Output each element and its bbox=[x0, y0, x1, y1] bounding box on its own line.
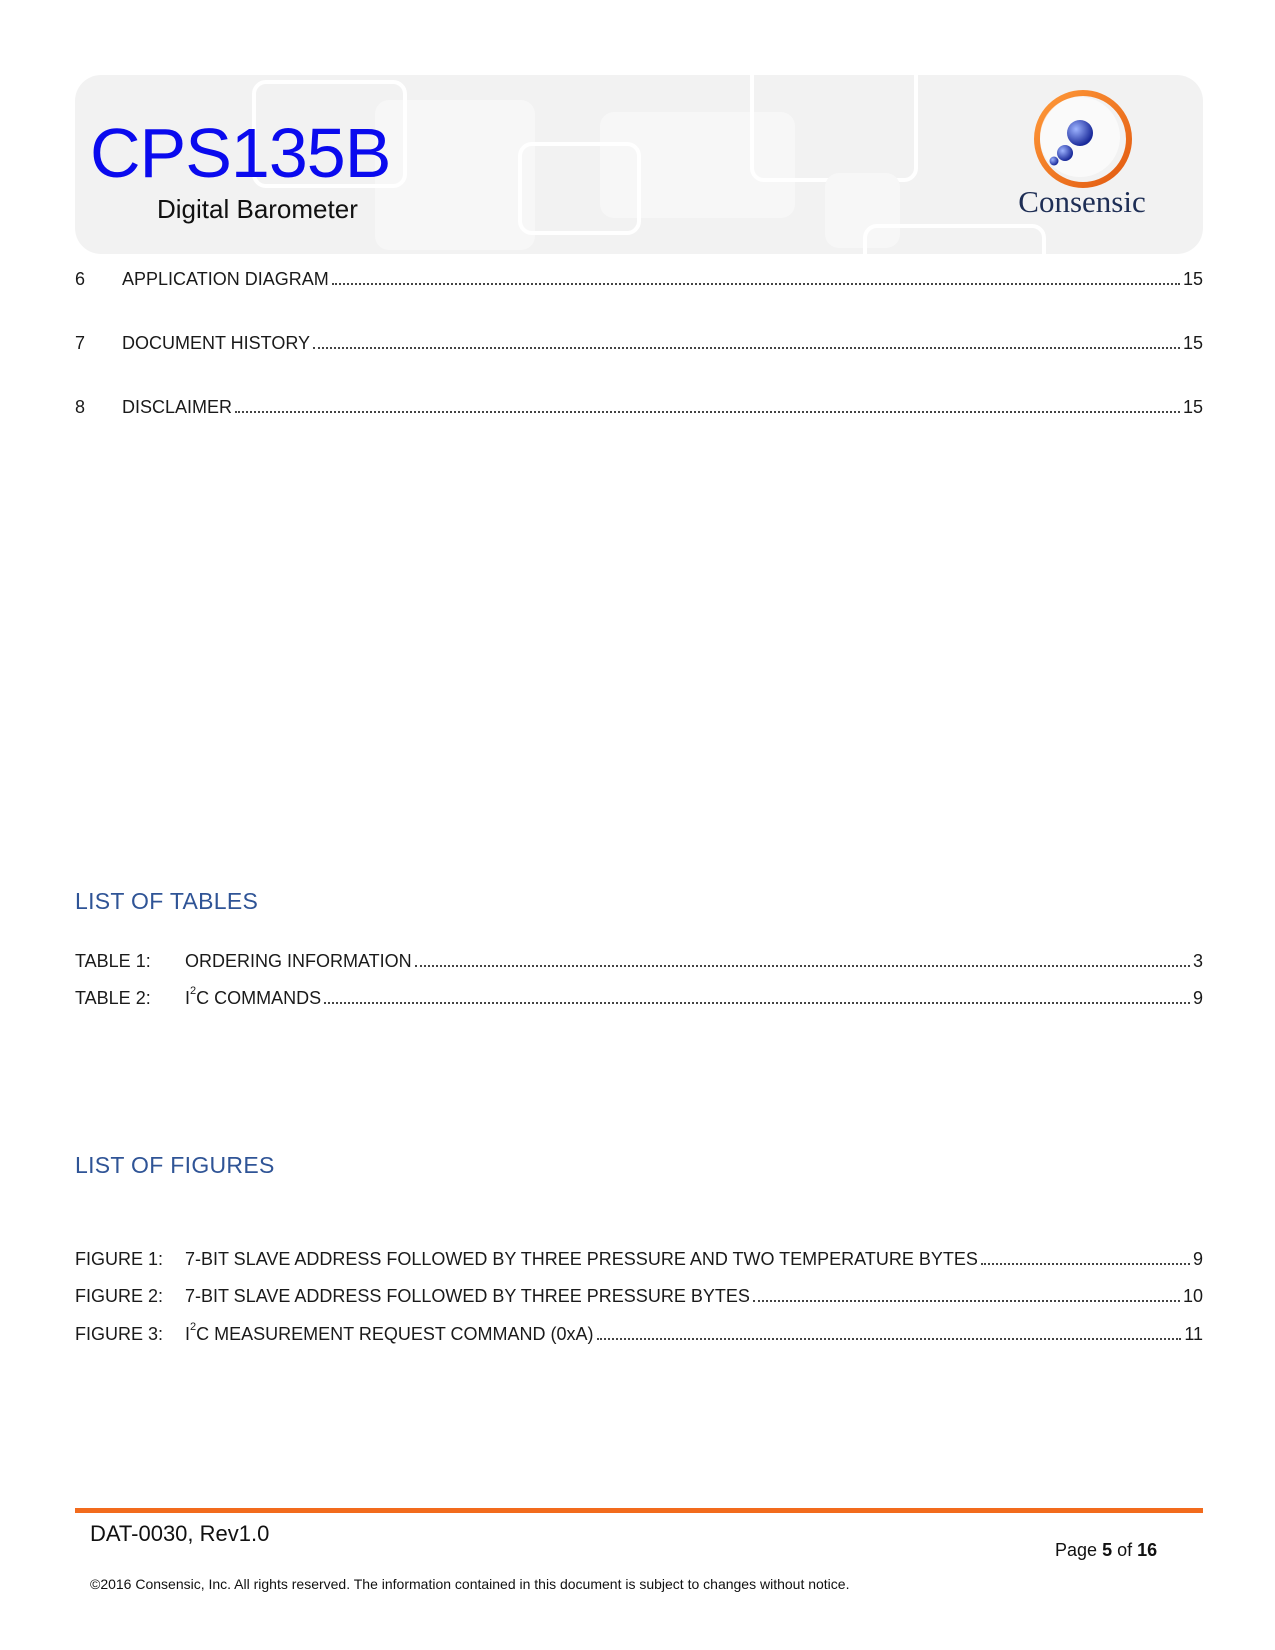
i2c-superscript: 2 bbox=[190, 1321, 197, 1333]
page-prefix: Page bbox=[1055, 1540, 1098, 1560]
figure-entry-title-text: C MEASUREMENT REQUEST COMMAND (0xA) bbox=[196, 1324, 594, 1344]
i2c-superscript: 2 bbox=[190, 985, 197, 997]
dot-leader bbox=[235, 411, 1180, 413]
figure-entry-page: 9 bbox=[1192, 1249, 1203, 1269]
dot-leader bbox=[415, 965, 1190, 967]
figure-entry-label: FIGURE 1: bbox=[75, 1249, 164, 1269]
list-of-figures-heading: LIST OF FIGURES bbox=[75, 1152, 275, 1178]
figure-entry-title: 7-BIT SLAVE ADDRESS FOLLOWED BY THREE PRESSURE BYTES bbox=[185, 1286, 750, 1306]
toc-entry-number: 8 bbox=[75, 397, 86, 417]
header-decoration bbox=[750, 75, 918, 182]
toc-entry-number: 6 bbox=[75, 269, 86, 289]
table-entry-title-text: C COMMANDS bbox=[196, 988, 322, 1008]
figure-entry-title bbox=[185, 1321, 594, 1345]
i2c-prefix: I bbox=[185, 1324, 191, 1344]
page-current: 5 bbox=[1102, 1540, 1113, 1560]
figure-entry[interactable] bbox=[75, 1323, 1203, 1345]
table-entry[interactable] bbox=[75, 950, 1203, 972]
dot-leader bbox=[597, 1338, 1182, 1340]
header-decoration bbox=[863, 224, 1046, 254]
header-decoration bbox=[518, 142, 641, 235]
figure-entry-label: FIGURE 2: bbox=[75, 1286, 164, 1306]
toc-entry-title: DISCLAIMER bbox=[122, 397, 233, 417]
dot-leader bbox=[324, 1002, 1190, 1004]
figure-entry-title: 7-BIT SLAVE ADDRESS FOLLOWED BY THREE PRESSURE AND TWO TEMPERATURE BYTES bbox=[185, 1249, 978, 1269]
table-entry-title bbox=[185, 985, 322, 1009]
page-number bbox=[1055, 1540, 1157, 1561]
dot-leader bbox=[753, 1300, 1180, 1302]
toc-entry-page: 15 bbox=[1182, 333, 1203, 353]
figure-entry-label: FIGURE 3: bbox=[75, 1324, 164, 1344]
toc-entry[interactable] bbox=[75, 268, 1203, 290]
product-title: CPS135B bbox=[90, 114, 391, 192]
page-total: 16 bbox=[1137, 1540, 1158, 1560]
toc-entry[interactable] bbox=[75, 396, 1203, 418]
toc-entry-page: 15 bbox=[1182, 397, 1203, 417]
toc-entry-title: APPLICATION DIAGRAM bbox=[122, 269, 329, 289]
dot-leader bbox=[332, 283, 1180, 285]
dot-leader bbox=[981, 1263, 1190, 1265]
product-subtitle: Digital Barometer bbox=[157, 194, 358, 224]
toc-entry-page: 15 bbox=[1182, 269, 1203, 289]
figure-entry-page: 11 bbox=[1184, 1324, 1203, 1344]
table-entry-label: TABLE 1: bbox=[75, 951, 151, 971]
table-entry-label: TABLE 2: bbox=[75, 988, 151, 1008]
figure-entry-page: 10 bbox=[1182, 1286, 1203, 1306]
dot-leader bbox=[313, 347, 1180, 349]
document-id: DAT-0030, Rev1.0 bbox=[90, 1521, 270, 1546]
i2c-prefix: I bbox=[185, 988, 191, 1008]
copyright-notice: ©2016 Consensic, Inc. All rights reserved. The information contained in this document is subject to changes without notice. bbox=[90, 1576, 850, 1592]
table-entry-page: 3 bbox=[1192, 951, 1203, 971]
footer-divider bbox=[75, 1508, 1203, 1513]
toc-entry-title: DOCUMENT HISTORY bbox=[122, 333, 311, 353]
page-of: of bbox=[1117, 1540, 1133, 1560]
table-entry[interactable] bbox=[75, 987, 1203, 1009]
table-entry-title: ORDERING INFORMATION bbox=[185, 951, 412, 971]
toc-entry-number: 7 bbox=[75, 333, 86, 353]
logo-wordmark: Consensic bbox=[1018, 184, 1146, 219]
figure-entry[interactable] bbox=[75, 1285, 1203, 1307]
figure-entry[interactable] bbox=[75, 1248, 1203, 1270]
list-of-tables-heading: LIST OF TABLES bbox=[75, 888, 259, 914]
toc-entry[interactable] bbox=[75, 332, 1203, 354]
table-entry-page: 9 bbox=[1192, 988, 1203, 1008]
